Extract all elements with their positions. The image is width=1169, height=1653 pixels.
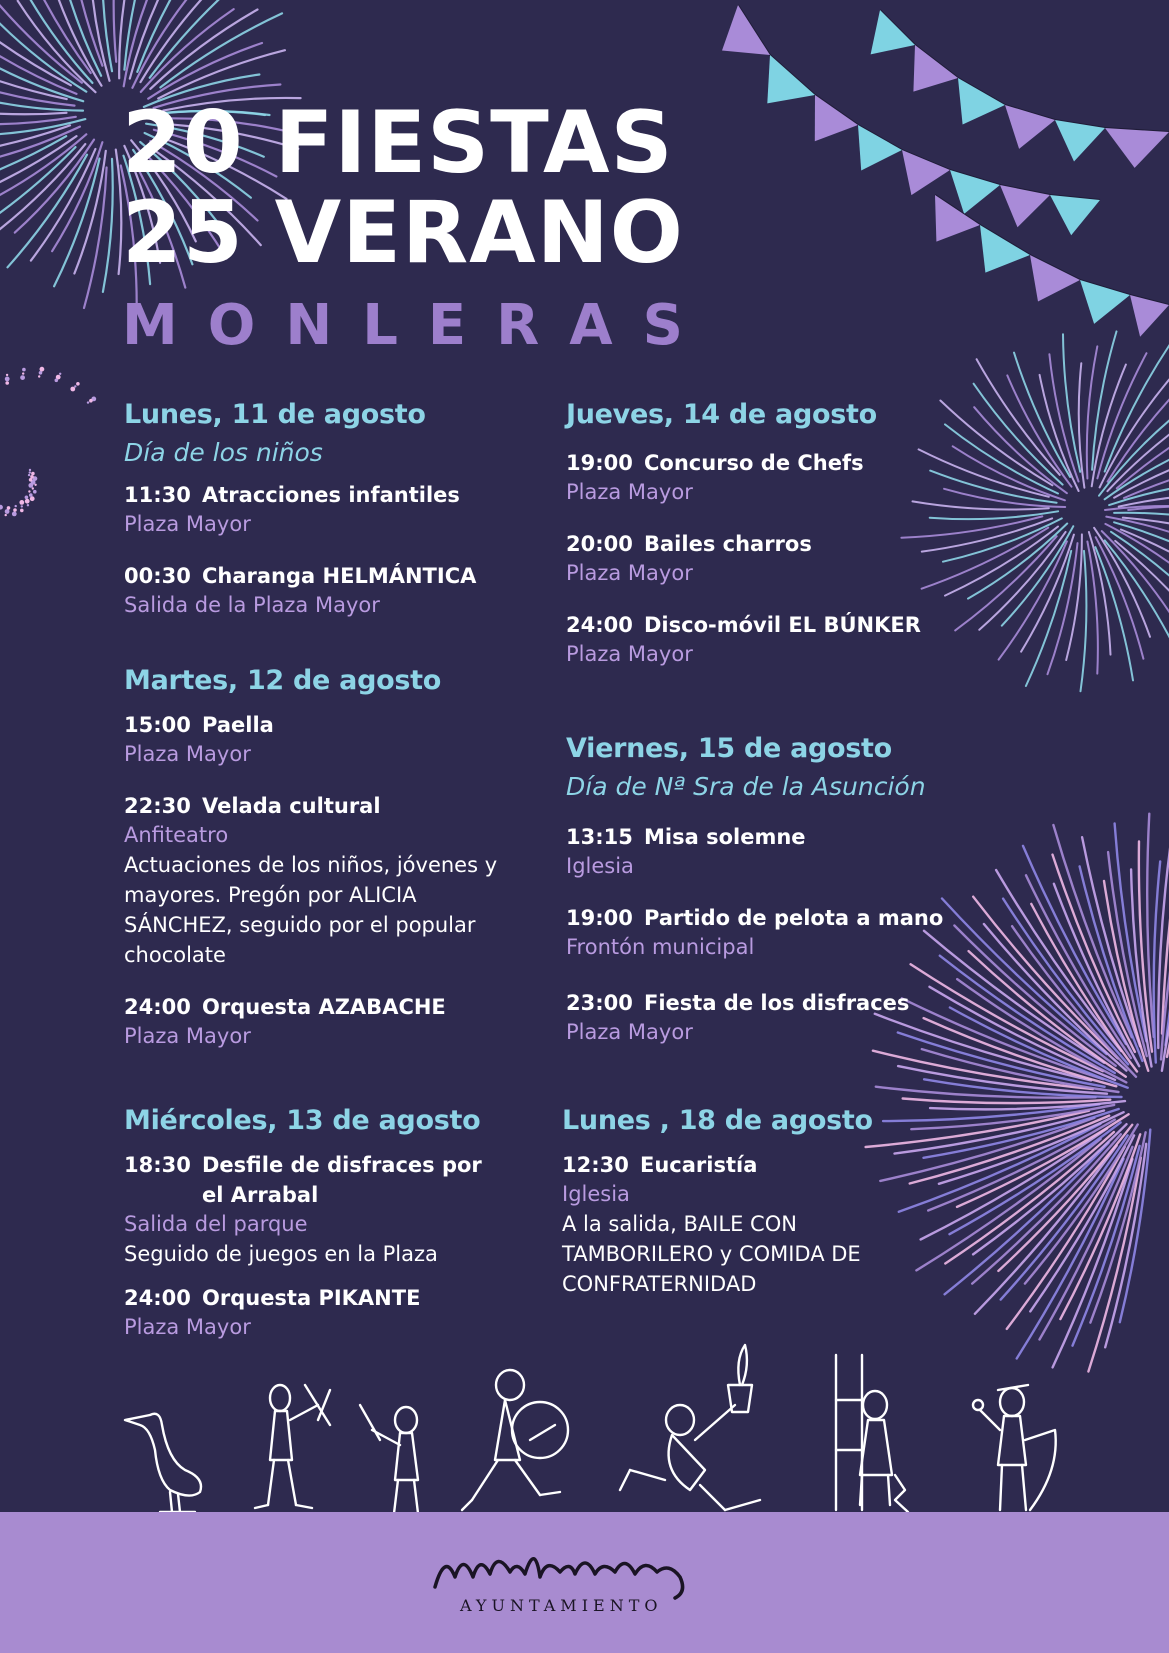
footer-band: [0, 1512, 1169, 1653]
event-name: Fiesta de los disfraces: [644, 991, 910, 1015]
event-place: Plaza Mayor: [124, 512, 251, 536]
event: [562, 1150, 922, 1299]
day-subtitle: Día de los niños: [124, 438, 323, 467]
bunting-icon: [722, 5, 1169, 337]
event: [124, 1150, 504, 1269]
event-time: 19:00: [566, 451, 633, 475]
day-block: [562, 1104, 922, 1321]
town-name: MONLERAS: [122, 293, 713, 358]
event: [124, 992, 524, 1051]
event-time: 19:00: [566, 906, 633, 930]
event: [566, 610, 986, 669]
event-time: 18:30: [124, 1153, 191, 1177]
figures-illustration: [125, 1345, 1056, 1534]
event-name: Paella: [202, 713, 274, 737]
event: [124, 1283, 504, 1342]
event-name: Disco-móvil EL BÚNKER: [644, 613, 921, 637]
day-title: Lunes, 11 de agosto: [124, 399, 426, 430]
event-place: Iglesia: [566, 854, 634, 878]
event-place: Iglesia: [562, 1182, 630, 1206]
event: [566, 529, 986, 588]
event-time: 23:00: [566, 991, 633, 1015]
dancer-icon: [255, 1385, 330, 1508]
event-place: Salida de la Plaza Mayor: [124, 593, 380, 617]
event: [566, 448, 986, 507]
event-name: Atracciones infantiles: [202, 483, 460, 507]
event-time: 20:00: [566, 532, 633, 556]
event-time: 24:00: [566, 613, 633, 637]
event-name: Misa solemne: [644, 825, 806, 849]
year-part-1: 20: [122, 93, 244, 193]
day-block: [566, 732, 986, 1069]
event-place: Plaza Mayor: [124, 1315, 251, 1339]
event-time: 22:30: [124, 794, 191, 818]
event-name: Bailes charros: [644, 532, 812, 556]
event-time: 00:30: [124, 564, 191, 588]
day-title: Lunes , 18 de agosto: [562, 1105, 873, 1136]
logo-caption: AYUNTAMIENTO: [460, 1596, 663, 1615]
event-time: 11:30: [124, 483, 191, 507]
event-name: Charanga HELMÁNTICA: [202, 564, 477, 588]
day-block: [566, 398, 986, 691]
title-line-2: [122, 183, 684, 283]
year-part-2: 25: [122, 183, 244, 283]
stork-icon: [125, 1414, 201, 1512]
title-word-verano: VERANO: [274, 183, 684, 283]
event-place: Plaza Mayor: [124, 1024, 251, 1048]
event: [124, 561, 564, 620]
day-block: [124, 664, 524, 1073]
event: [124, 791, 524, 970]
event: [566, 822, 986, 881]
event-place: Plaza Mayor: [566, 1020, 693, 1044]
event: [124, 710, 524, 769]
event-place: Plaza Mayor: [566, 480, 693, 504]
child-icon: [973, 1385, 1056, 1510]
event: [566, 903, 986, 962]
title-line-1: [122, 93, 674, 193]
event-place: Plaza Mayor: [566, 642, 693, 666]
event-name: Partido de pelota a mano: [644, 906, 944, 930]
event-time: 24:00: [124, 995, 191, 1019]
event-note: Seguido de juegos en la Plaza: [124, 1242, 438, 1266]
event-time: 12:30: [562, 1153, 629, 1177]
event-time: 15:00: [124, 713, 191, 737]
firework-icon: [0, 367, 96, 517]
event-time: 13:15: [566, 825, 633, 849]
day-title: Miércoles, 13 de agosto: [124, 1105, 481, 1136]
day-title: Martes, 12 de agosto: [124, 665, 441, 696]
event-time: 24:00: [124, 1286, 191, 1310]
event-place: Plaza Mayor: [566, 561, 693, 585]
event-place: Frontón municipal: [566, 935, 755, 959]
day-subtitle: Día de Nª Sra de la Asunción: [566, 772, 926, 801]
event-place: Plaza Mayor: [124, 742, 251, 766]
figure-at-window-icon: [836, 1355, 908, 1522]
title-word-fiestas: FIESTAS: [274, 93, 674, 193]
event: [566, 988, 986, 1047]
drummer-icon: [462, 1370, 568, 1510]
event-name: Concurso de Chefs: [644, 451, 864, 475]
musician-icon: [620, 1345, 760, 1510]
event-place: Anfiteatro: [124, 823, 229, 847]
day-block: [124, 1104, 504, 1364]
event-place: Salida del parque: [124, 1212, 308, 1236]
event-name: Desfile de disfraces por el Arrabal: [202, 1153, 482, 1207]
event-note: A la salida, BAILE CON TAMBORILERO y COMIDA DE CONFRATERNIDAD: [562, 1212, 861, 1296]
event: [124, 480, 564, 539]
event-name: Velada cultural: [202, 794, 381, 818]
day-title: Viernes, 15 de agosto: [566, 733, 892, 764]
logo-script-icon: [425, 1532, 725, 1602]
event-note: Actuaciones de los niños, jóvenes y mayores. Pregón por ALICIA SÁNCHEZ, seguido por el popular chocolate: [124, 853, 498, 967]
day-title: Jueves, 14 de agosto: [566, 399, 877, 430]
day-block: [124, 398, 564, 642]
event-name: Orquesta PIKANTE: [202, 1286, 421, 1310]
event-name: Orquesta AZABACHE: [202, 995, 446, 1019]
event-name: Eucaristía: [640, 1153, 758, 1177]
